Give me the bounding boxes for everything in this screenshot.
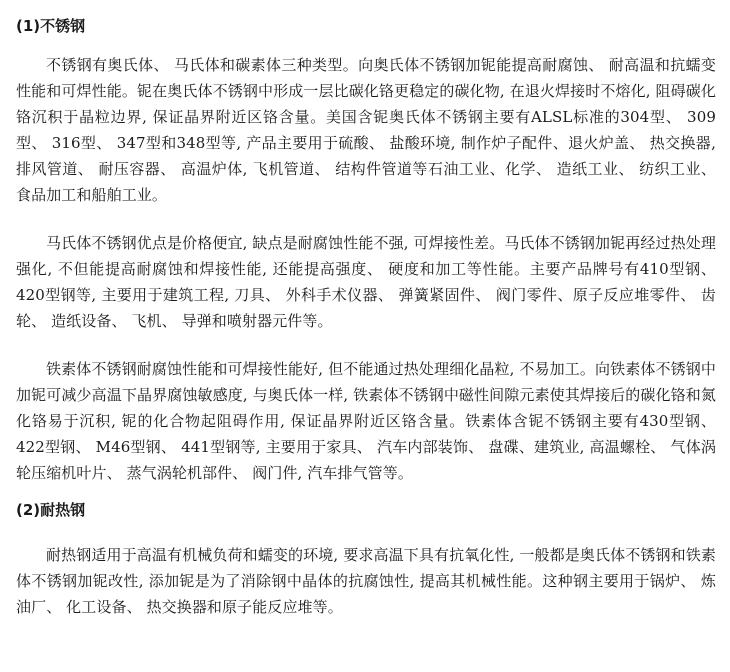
section-heading-heat-resistant-steel: (2)耐热钢 <box>16 501 86 519</box>
paragraph-martensitic: 马氏体不锈钢优点是价格便宜, 缺点是耐腐蚀性能不强, 可焊接性差。马氏体不锈钢加铌再经过热处理强化, 不但能提高耐腐蚀和焊接性能, 还能提高强度、 硬度和加工等性能。主要产品牌号有410型钢、 420型钢等, 主要用于建筑工程, 刀具、 外科手术仪器、 弹簧紧固件、 阀门零件、原子反应堆零件、 齿轮、 造纸设备、 飞机、 导弹和喷射器元件等。 <box>16 234 716 330</box>
paragraph-ferritic: 铁素体不锈钢耐腐蚀性能和可焊接性能好, 但不能通过热处理细化晶粒, 不易加工。向铁素体不锈钢中加铌可减少高温下晶界腐蚀敏感度, 与奥氏体一样, 铁素体不锈钢中磁性间隙元素使其焊接后的碳化铬和氮化铬易于沉积, 铌的化合物起阻碍作用, 保证晶界附近区铬含量。铁素体含铌不锈钢主要有430型钢、 422型钢、 M46型钢、 441型钢等, 主要用于家具、 汽车内部装饰、 盘碟、建筑业, 高温螺栓、 气体涡轮压缩机叶片、 蒸气涡轮机部件、 阀门件, 汽车排气管等。 <box>16 360 716 482</box>
paragraph-austenitic: 不锈钢有奥氏体、 马氏体和碳素体三种类型。向奥氏体不锈钢加铌能提高耐腐蚀、 耐高温和抗蠕变性能和可焊性能。铌在奥氏体不锈钢中形成一层比碳化铬更稳定的碳化物, 在退火焊接时不熔化, 阻碍碳化铬沉积于晶粒边界, 保证晶界附近区铬含量。美国含铌奥氏体不锈钢主要有ALSL标准的304型、 309型、 316型、 347型和348型等, 产品主要用于硫酸、 盐酸环境, 制作炉子配件、退火炉盖、 热交换器, 排风管道、 耐压容器、 高温炉体, 飞机管道、 结构件管道等石油工业、化学、 造纸工业、 纺织工业、 食品加工和船舶工业。 <box>16 56 716 204</box>
paragraph-heat-resistant: 耐热钢适用于高温有机械负荷和蠕变的环境, 要求高温下具有抗氧化性, 一般都是奥氏体不锈钢和铁素体不锈钢加铌改性, 添加铌是为了消除钢中晶体的抗腐蚀性, 提高其机械性能。这种钢主要用于锅炉、 炼油厂、 化工设备、 热交换器和原子能反应堆等。 <box>16 546 716 616</box>
section-heading-stainless-steel: (1)不锈钢 <box>16 17 86 35</box>
document-body <box>16 14 716 620</box>
